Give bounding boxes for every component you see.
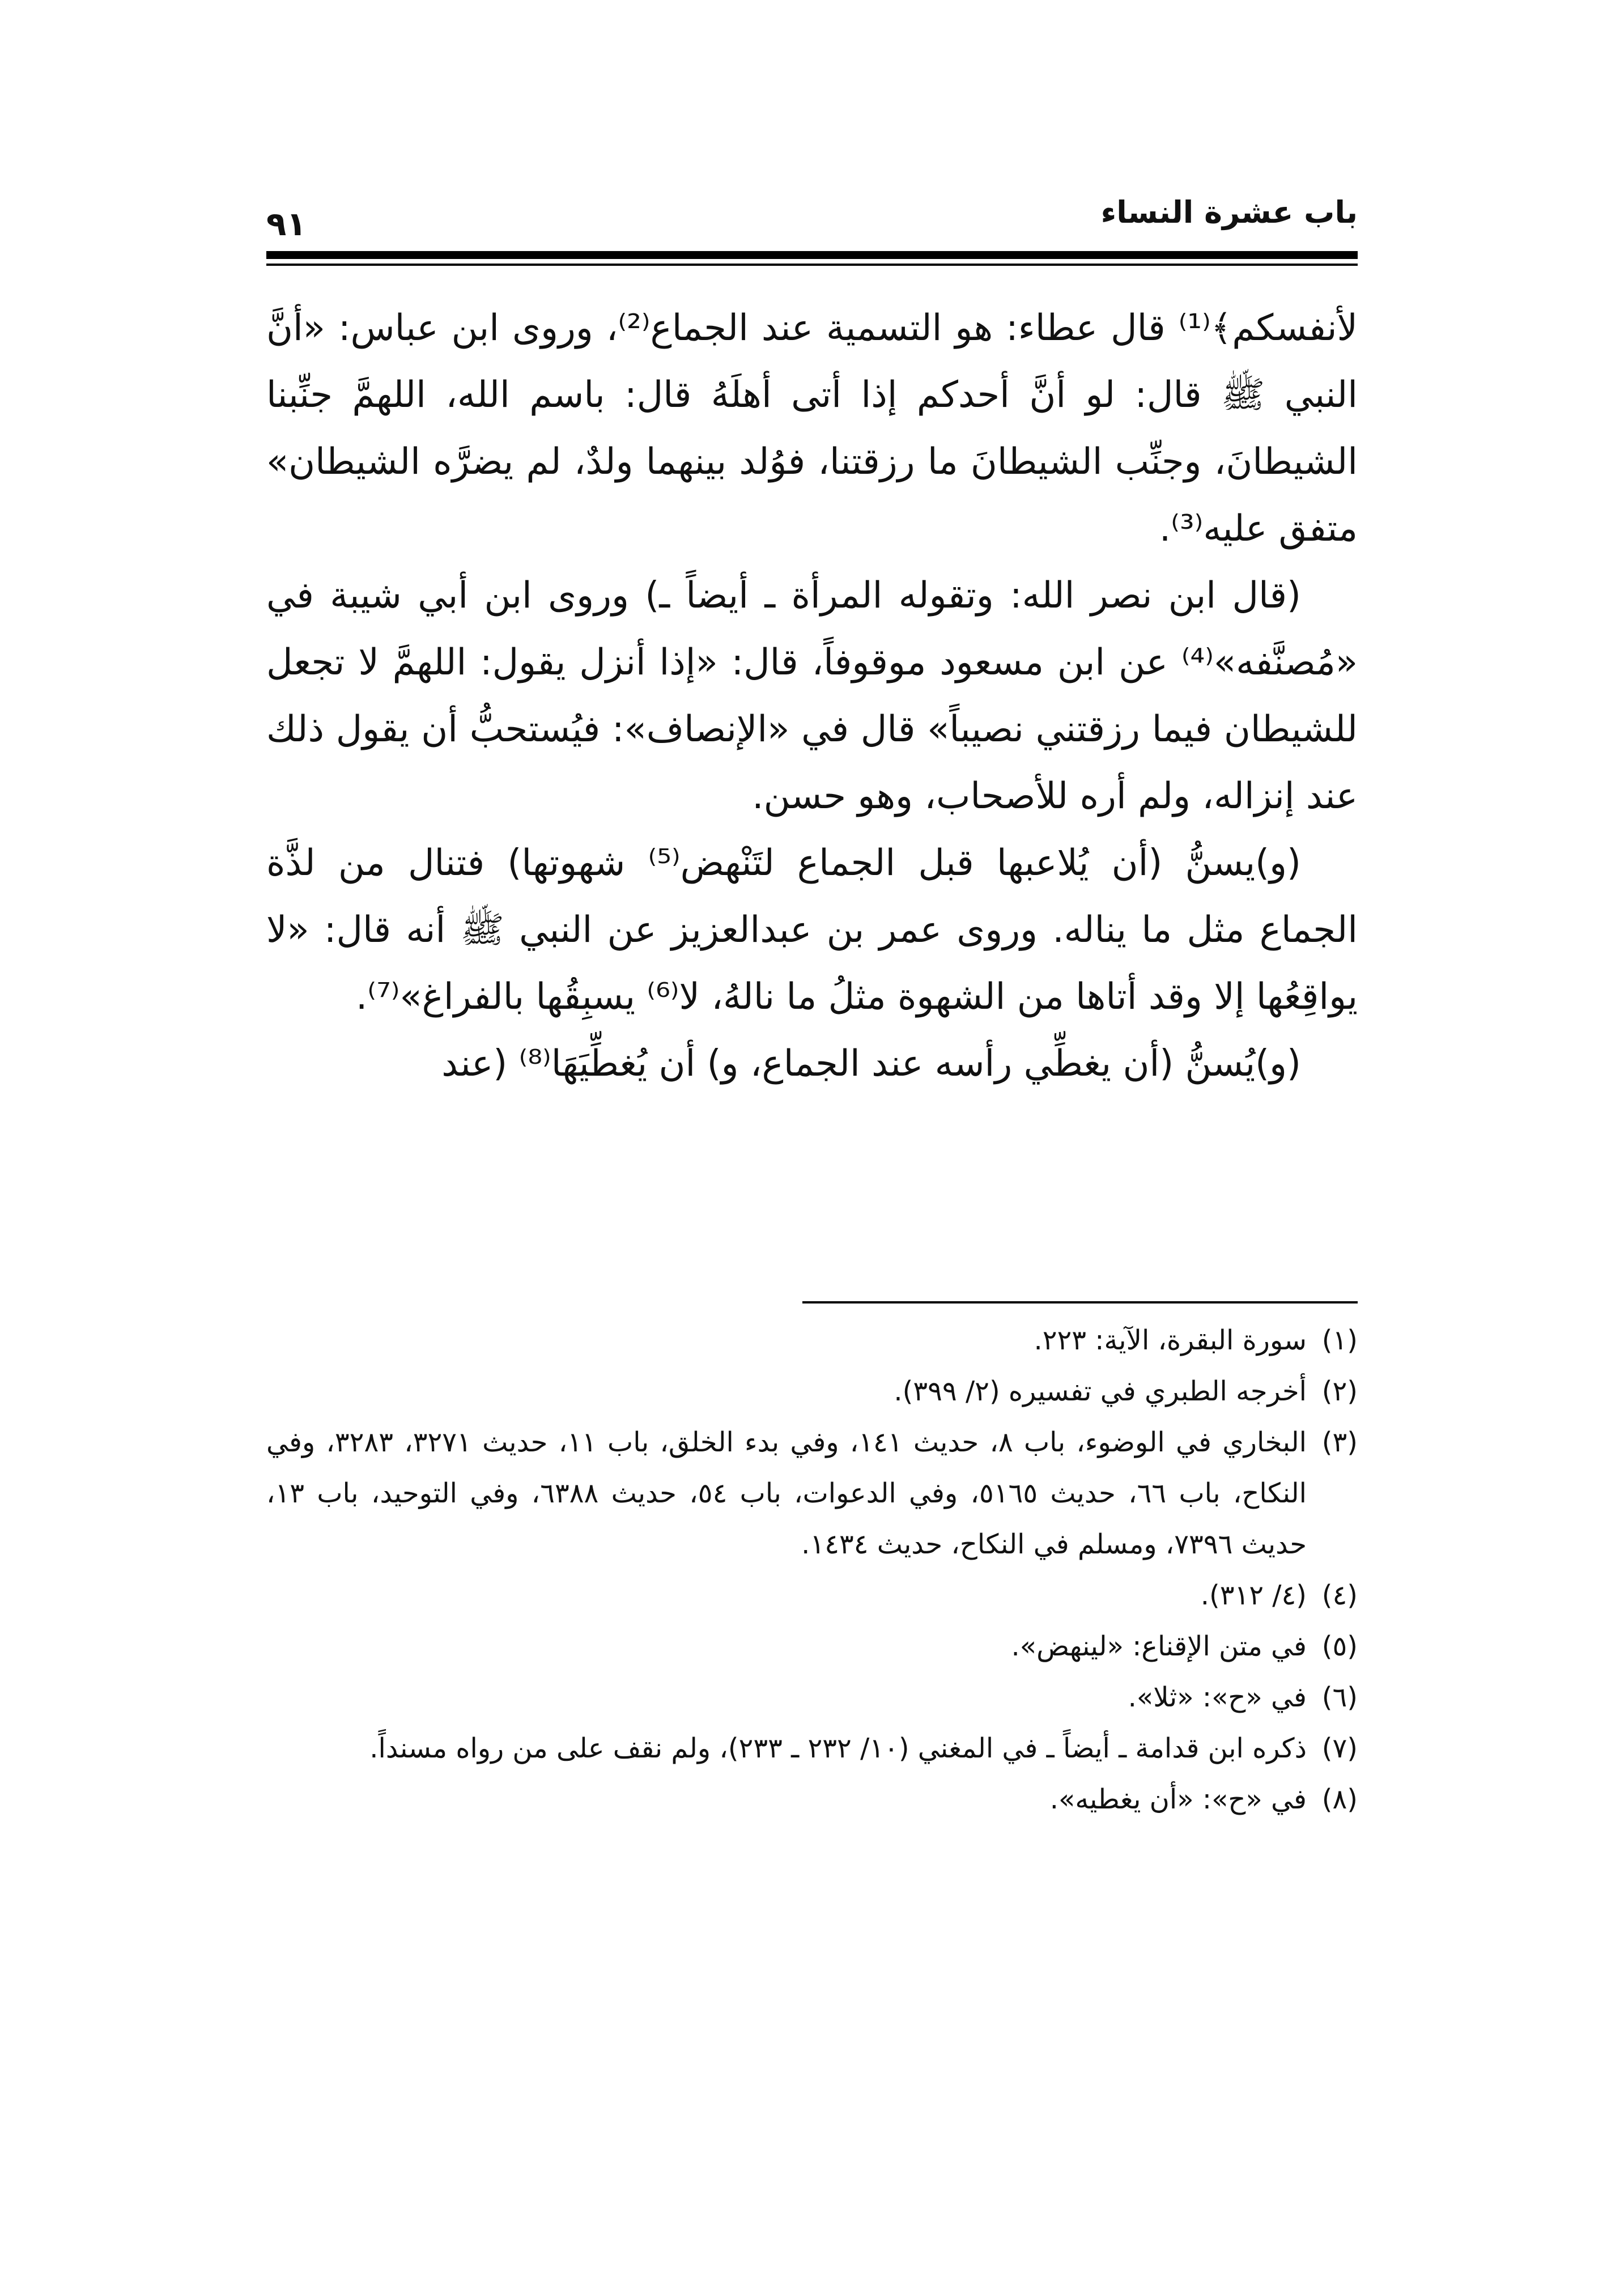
footnote — [266, 1315, 1358, 1366]
page-number: ٩١ — [266, 205, 307, 243]
footnote-text: أخرجه الطبري في تفسيره (٢/ ٣٩٩). — [894, 1375, 1307, 1407]
footnote-text: في «ح»: «ثلا». — [1128, 1681, 1307, 1713]
footnotes — [266, 1315, 1358, 2052]
footnote-number: (٧) — [1321, 1733, 1358, 1764]
footnote — [266, 1570, 1358, 1621]
footnote — [266, 1774, 1358, 1825]
footnote-text: ذكره ابن قدامة ـ أيضاً ـ في المغني (١٠/ ٢٣٢ ـ ٢٣٣)، ولم نقف على من رواه مسنداً. — [369, 1733, 1307, 1764]
footnote — [266, 1672, 1358, 1723]
running-header — [266, 187, 1358, 249]
chapter-title: باب عشرة النساء — [1100, 194, 1358, 230]
footnote-text: في «ح»: «أن يغطيه». — [1049, 1784, 1307, 1815]
footnote-number: (٢) — [1321, 1375, 1358, 1407]
header-rule — [266, 251, 1358, 259]
footnote — [266, 1723, 1358, 1774]
main-text — [266, 295, 1358, 1298]
footnote-number: (٤) — [1321, 1579, 1358, 1611]
footnote — [266, 1417, 1358, 1570]
footnote-number: (٨) — [1321, 1784, 1358, 1815]
footnote-separator — [802, 1301, 1358, 1303]
paragraph-3: (و)يسنُّ (أن يُلاعبها قبل الجماع لتَنْهض⁽⁵⁾ شهوتها) فتنال من لذَّة الجماع مثل ما يناله. وروى عمر بن عبدالعزيز عن النبي ﷺ أنه قال: «لا يواقِعُها إلا وقد أتاها من الشهوة مثلُ ما نالهُ، لا⁽⁶⁾ يسبِقُها بالفراغ»⁽⁷⁾. — [266, 842, 1358, 1018]
paragraph-4: (و)يُسنُّ (أن يغطِّي رأسه عند الجماع، و) أن يُغطِّيَهَا⁽⁸⁾ (عند — [441, 1043, 1301, 1085]
header-rule-thin — [266, 264, 1358, 266]
footnote-number: (١) — [1321, 1324, 1358, 1356]
footnote-text: سورة البقرة، الآية: ٢٢٣. — [1034, 1324, 1307, 1356]
paragraph-1: لأنفسكم﴾⁽¹⁾ قال عطاء: هو التسمية عند الجماع⁽²⁾، وروى ابن عباس: «أنَّ النبي ﷺ قال: لو أنَّ أحدكم إذا أتى أهلَهُ قال: باسم الله، اللهمَّ جنِّبنا الشيطانَ، وجنِّب الشيطانَ ما رزقتنا، فوُلد بينهما ولدٌ، لم يضرَّه الشيطان» متفق عليه⁽³⁾. — [266, 307, 1358, 550]
footnote-text: (٤/ ٣١٢). — [1200, 1579, 1307, 1611]
footnote — [266, 1366, 1358, 1417]
footnote-text: البخاري في الوضوء، باب ٨، حديث ١٤١، وفي بدء الخلق، باب ١١، حديث ٣٢٧١، ٣٢٨٣، وفي النكاح، باب ٦٦، حديث ٥١٦٥، وفي الدعوات، باب ٥٤، حديث ٦٣٨٨، وفي التوحيد، باب ١٣، حديث ٧٣٩٦، ومسلم في النكاح، حديث ١٤٣٤. — [266, 1426, 1307, 1560]
footnote-number: (٣) — [1321, 1426, 1358, 1458]
footnote-number: (٦) — [1321, 1681, 1358, 1713]
footnote-number: (٥) — [1321, 1630, 1358, 1662]
paragraph-2: (قال ابن نصر الله: وتقوله المرأة ـ أيضاً ـ) وروى ابن أبي شيبة في «مُصنَّفه»⁽⁴⁾ عن ابن مسعود موقوفاً، قال: «إذا أنزل يقول: اللهمَّ لا تجعل للشيطان فيما رزقتني نصيباً» قال في «الإنصاف»: فيُستحبُّ أن يقول ذلك عند إنزاله، ولم أره للأصحاب، وهو حسن. — [266, 575, 1358, 817]
footnote — [266, 1621, 1358, 1672]
footnote-text: في متن الإقناع: «لينهض». — [1011, 1630, 1307, 1662]
